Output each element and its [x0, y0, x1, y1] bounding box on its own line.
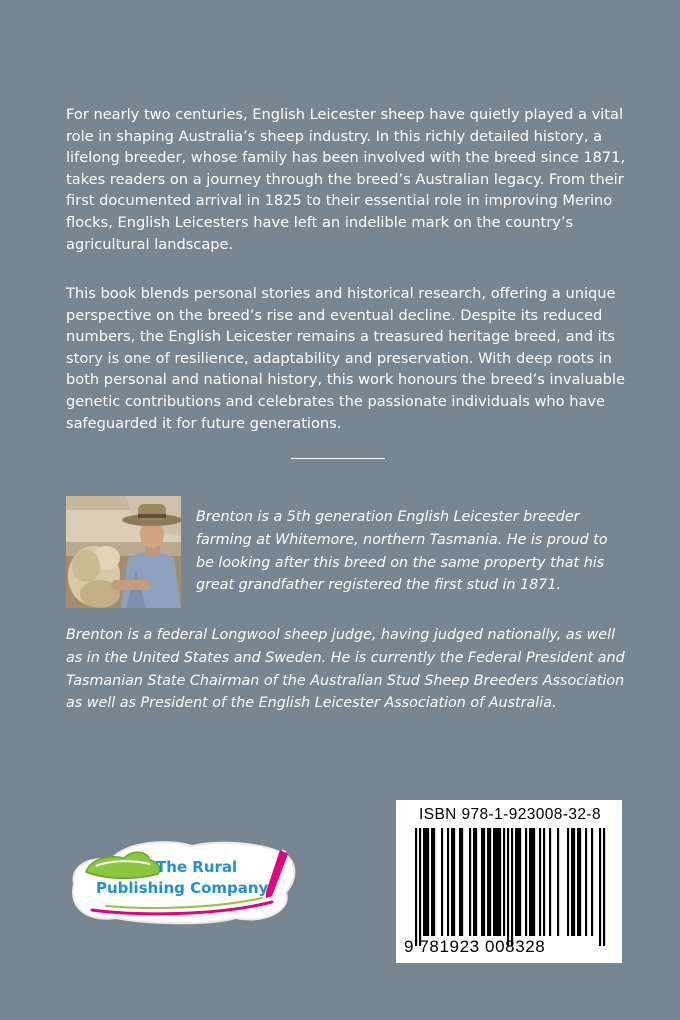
barcode-bar — [603, 828, 605, 946]
barcode-bar — [425, 828, 427, 936]
barcode-bar — [519, 828, 521, 936]
barcode-bar — [469, 828, 471, 936]
publisher-name-line2: Publishing Company — [96, 879, 269, 897]
barcode-bar — [489, 828, 491, 936]
author-bio-1: Brenton is a 5th generation English Leicester breeder farming at Whitemore, northern Tasmania. He is proud to be looking after this breed on the same property that his great grandfather registered the first stud in 1871. — [196, 509, 608, 594]
blurb-paragraph-2: This book blends personal stories and historical research, offering a unique perspective on the breed’s rise and eventual decline. Despite its reduced numbers, the English Leicester remains a treasured heritage breed, and its story is one of resilience, adaptability and preservation. With deep roots in both personal and national history, this work honours the breed’s invaluable genetic contributions and celebrates the passionate individuals who have safeguarded it for future generations. — [66, 285, 625, 432]
barcode-bar — [447, 828, 449, 936]
barcode-bar — [577, 828, 579, 936]
barcode-bar — [423, 828, 425, 936]
barcode-bar — [459, 828, 461, 936]
barcode-bar — [415, 828, 417, 946]
author-bio-2: Brenton is a federal Longwool sheep judge, having judged nationally, as well as in the United States and Sweden. He is currently the Federal President and Tasmanian State Chairman of the Australian Stud Sheep Breeders Association as well as President of the English Leicester Association of Australia. — [66, 627, 625, 712]
barcode-bar — [481, 828, 483, 936]
barcode-bar — [499, 828, 501, 936]
barcode-bar — [599, 828, 601, 946]
barcode-bar — [507, 828, 509, 946]
barcode-bar — [441, 828, 443, 936]
section-divider — [291, 458, 385, 459]
barcode-bar — [591, 828, 593, 936]
barcode-bar — [549, 828, 551, 936]
isbn-label: ISBN 978-1-923008-32-8 — [419, 806, 601, 823]
barcode-bar — [531, 828, 533, 936]
barcode-bar — [515, 828, 517, 936]
barcode-bar — [493, 828, 495, 936]
barcode-bar — [503, 828, 505, 936]
barcode-bar — [539, 828, 541, 936]
barcode-bar — [567, 828, 569, 936]
barcode-bar — [483, 828, 485, 936]
barcode-bars — [410, 828, 610, 948]
barcode-bar — [495, 828, 497, 936]
isbn-barcode — [396, 800, 622, 963]
isbn-digits: 9 781923 008328 — [404, 937, 546, 956]
barcode-bar — [517, 828, 519, 936]
barcode-bar — [497, 828, 499, 936]
blurb-paragraph-1: For nearly two centuries, English Leicester sheep have quietly played a vital role in shaping Australia’s sheep industry. In this richly detailed history, a lifelong breeder, whose family has been involved with the breed since 1871, takes readers on a journey through the breed’s Australian legacy. From their first documented arrival in 1825 to their essential role in improving Merino flocks, English Leicesters have left an indelible mark on the country’s agricultural landscape. — [66, 106, 626, 253]
barcode-bar — [419, 828, 421, 946]
barcode-bar — [427, 828, 429, 936]
author-photo — [66, 496, 181, 608]
barcode-bar — [487, 828, 489, 936]
barcode-bar — [529, 828, 531, 936]
barcode-bar — [475, 828, 477, 936]
barcode-bar — [431, 828, 433, 936]
barcode-bar — [557, 828, 559, 936]
barcode-bar — [585, 828, 587, 936]
barcode-bar — [543, 828, 545, 936]
barcode-bar — [461, 828, 463, 936]
barcode-bar — [573, 828, 575, 936]
publisher-logo — [66, 836, 298, 926]
barcode-bar — [511, 828, 513, 946]
barcode-bar — [525, 828, 527, 936]
barcode-bar — [579, 828, 581, 936]
barcode-bar — [473, 828, 475, 936]
barcode-bar — [433, 828, 435, 936]
barcode-bar — [533, 828, 535, 936]
barcode-bar — [453, 828, 455, 936]
barcode-bar — [451, 828, 453, 936]
publisher-name-line1: The Rural — [156, 858, 238, 876]
barcode-bar — [571, 828, 573, 936]
